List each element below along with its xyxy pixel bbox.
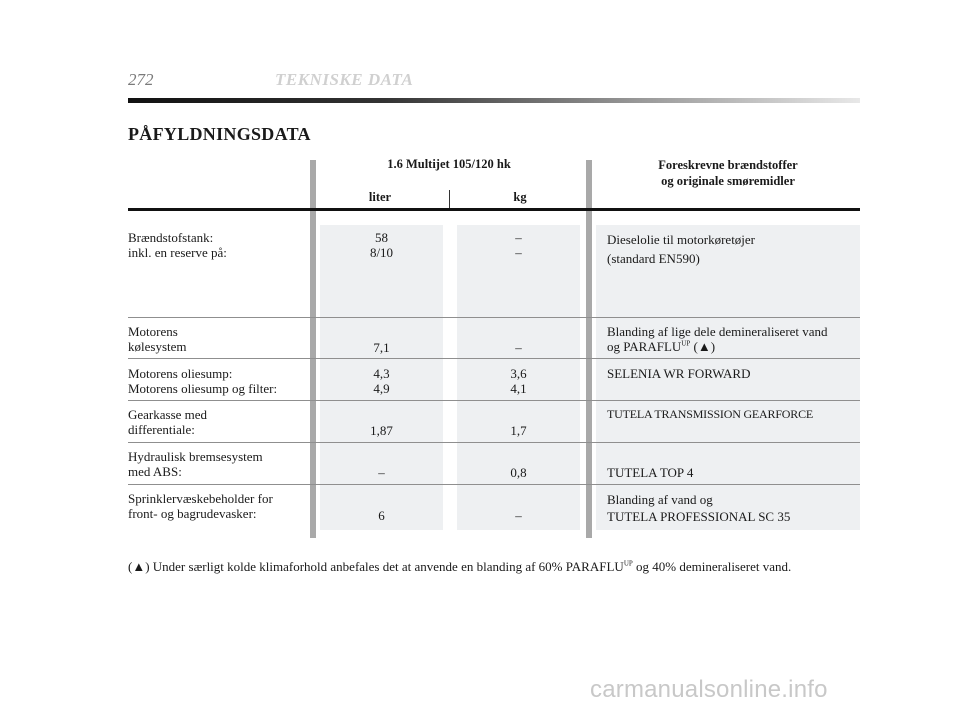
kg-value: –: [515, 340, 522, 355]
table-header-rule: [128, 208, 860, 211]
spec-value: Dieselolie til motorkøretøjer (standard EN590): [607, 232, 756, 266]
liter-column-header: liter: [368, 190, 392, 204]
spec-value: Blanding af lige dele demineraliseret vand og $PARAFLU^{UP}$ (▲): [607, 324, 828, 354]
engine-column-header: 1.6 Multijet 105/120 hk: [387, 157, 511, 171]
section-heading: PÅFYLDNINGSDATA: [128, 124, 311, 144]
column-separator-right: [586, 160, 592, 538]
running-header-title: TEKNISKE DATA: [275, 70, 414, 89]
kg-value: 1,7: [510, 423, 527, 438]
watermark: carmanualsonline.info: [590, 676, 828, 703]
liter-value: 1,87: [370, 423, 393, 438]
spec-value: TUTELA TOP 4: [607, 465, 694, 480]
kg-value: 0,8: [510, 465, 527, 480]
fuel-column-header: [596, 157, 860, 189]
table-row-label: Motorens kølesystem: [128, 324, 187, 354]
spec-value: TUTELA TRANSMISSION GEARFORCE: [607, 407, 813, 421]
row-divider: [128, 358, 860, 359]
spec-value: Blanding af vand og TUTELA PROFESSIONAL SC 35: [607, 492, 791, 524]
table-row-label: Brændstofstank: inkl. en reserve på:: [128, 230, 227, 260]
unit-divider: [449, 190, 450, 210]
kg-column-header: kg: [513, 190, 527, 204]
page-number: 272: [128, 70, 154, 89]
liter-value: 4,3 4,9: [373, 366, 390, 396]
table-row-label: Gearkasse med differentiale:: [128, 407, 208, 437]
row-divider: [128, 442, 860, 443]
table-row-label: Hydraulisk bremsesystem med ABS:: [128, 449, 263, 479]
kg-value: – –: [515, 230, 522, 260]
row-divider: [128, 317, 860, 318]
footnote: (▲) Under særligt kolde klimaforhold anbefales det at anvende en blanding af 60% $PARAFLU^{UP}$ og 40% demineraliseret vand.: [128, 559, 792, 574]
table-row-label: Motorens oliesump: Motorens oliesump og filter:: [128, 366, 278, 396]
liter-value: –: [378, 465, 385, 480]
fuel-header-line2: og originale smøremidler: [661, 174, 795, 188]
row-divider: [128, 400, 860, 401]
kg-value: –: [515, 508, 522, 523]
column-separator-left: [310, 160, 316, 538]
spec-value: SELENIA WR FORWARD: [607, 366, 751, 381]
liter-value: 7,1: [373, 340, 390, 355]
table-row-label: Sprinklervæskebeholder for front- og bagrudevasker:: [128, 491, 273, 521]
row-divider: [128, 484, 860, 485]
kg-value: 3,6 4,1: [510, 366, 527, 396]
liter-value: 6: [378, 508, 385, 523]
fuel-header-line1: Foreskrevne brændstoffer: [658, 158, 798, 172]
header-rule: [128, 98, 860, 103]
liter-value: 58 8/10: [369, 230, 394, 260]
